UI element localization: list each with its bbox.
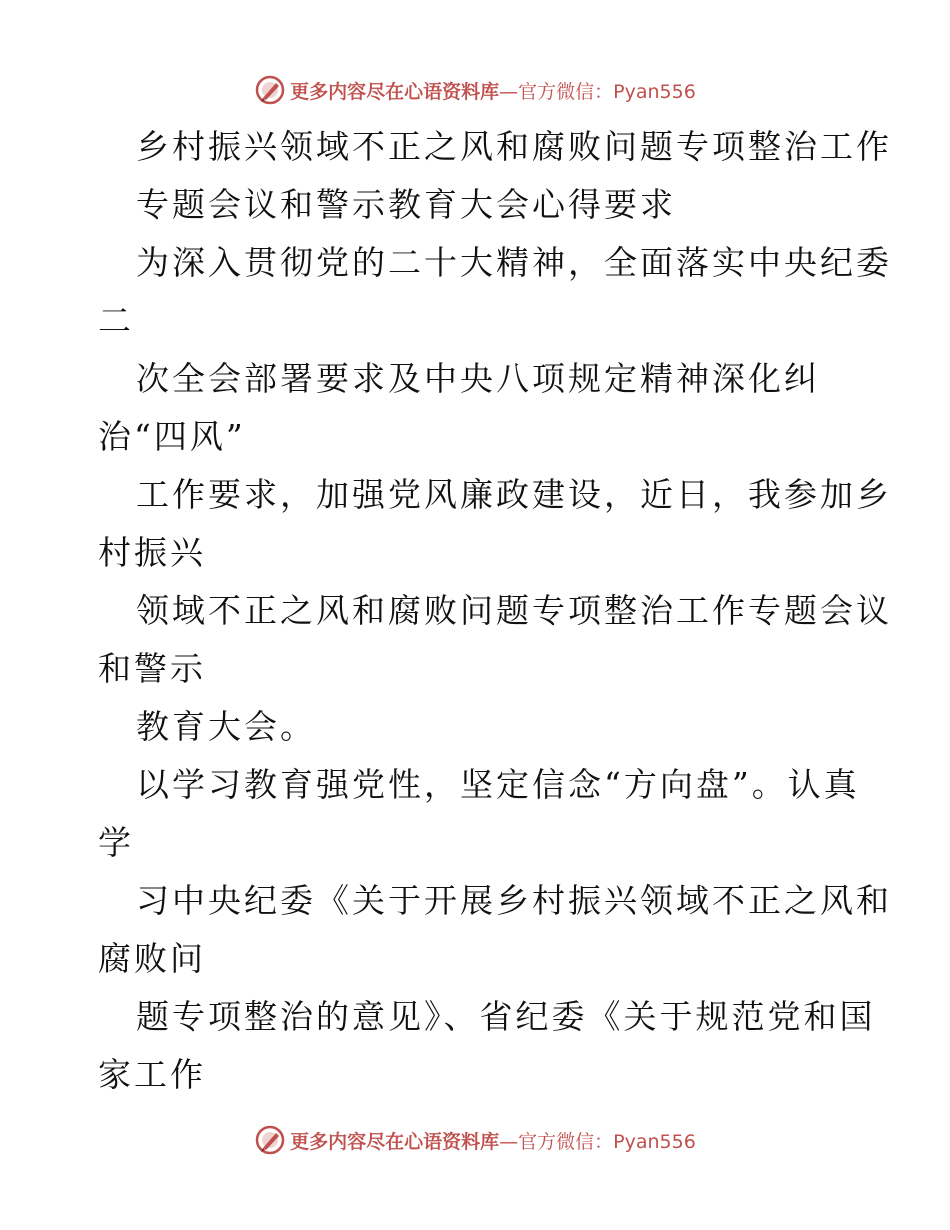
text-line: 习中央纪委《关于开展乡村振兴领域不正之风和 bbox=[136, 881, 892, 920]
banner-text bbox=[290, 1127, 696, 1154]
text-line: 专题会议和警示教育大会心得要求 bbox=[136, 185, 676, 224]
text-line: 教育大会。 bbox=[136, 707, 316, 746]
banner-contact: —官方微信：Pyan556 bbox=[499, 80, 696, 103]
header-banner bbox=[0, 70, 950, 110]
text-line: 为深入贯彻党的二十大精神，全面落实中央纪委 bbox=[136, 243, 892, 282]
text-line: 以学习教育强党性，坚定信念“方向盘”。认真 bbox=[136, 765, 860, 804]
banner-title: 更多内容尽在心语资料库 bbox=[290, 1130, 500, 1153]
text-line: 题专项整治的意见》、省纪委《关于规范党和国 bbox=[136, 997, 876, 1036]
text-line: 治“四风” bbox=[98, 417, 246, 456]
footer-banner bbox=[0, 1120, 950, 1160]
text-line: 腐败问 bbox=[98, 939, 206, 978]
seal-pen-icon bbox=[254, 1124, 286, 1156]
text-line: 二 bbox=[98, 301, 134, 340]
text-line: 次全会部署要求及中央八项规定精神深化纠 bbox=[136, 359, 820, 398]
seal-pen-icon bbox=[254, 74, 286, 106]
banner-title: 更多内容尽在心语资料库 bbox=[290, 80, 500, 103]
banner-contact: —官方微信：Pyan556 bbox=[499, 1130, 696, 1153]
text-line: 和警示 bbox=[98, 649, 206, 688]
banner-text bbox=[290, 77, 696, 104]
text-line: 乡村振兴领域不正之风和腐败问题专项整治工作 bbox=[136, 127, 892, 166]
text-line: 领域不正之风和腐败问题专项整治工作专题会议 bbox=[136, 591, 892, 630]
text-line: 村振兴 bbox=[98, 533, 206, 572]
text-line: 学 bbox=[98, 823, 134, 862]
document-body bbox=[98, 118, 892, 1104]
text-line: 家工作 bbox=[98, 1055, 206, 1094]
text-line: 工作要求，加强党风廉政建设，近日，我参加乡 bbox=[136, 475, 892, 514]
